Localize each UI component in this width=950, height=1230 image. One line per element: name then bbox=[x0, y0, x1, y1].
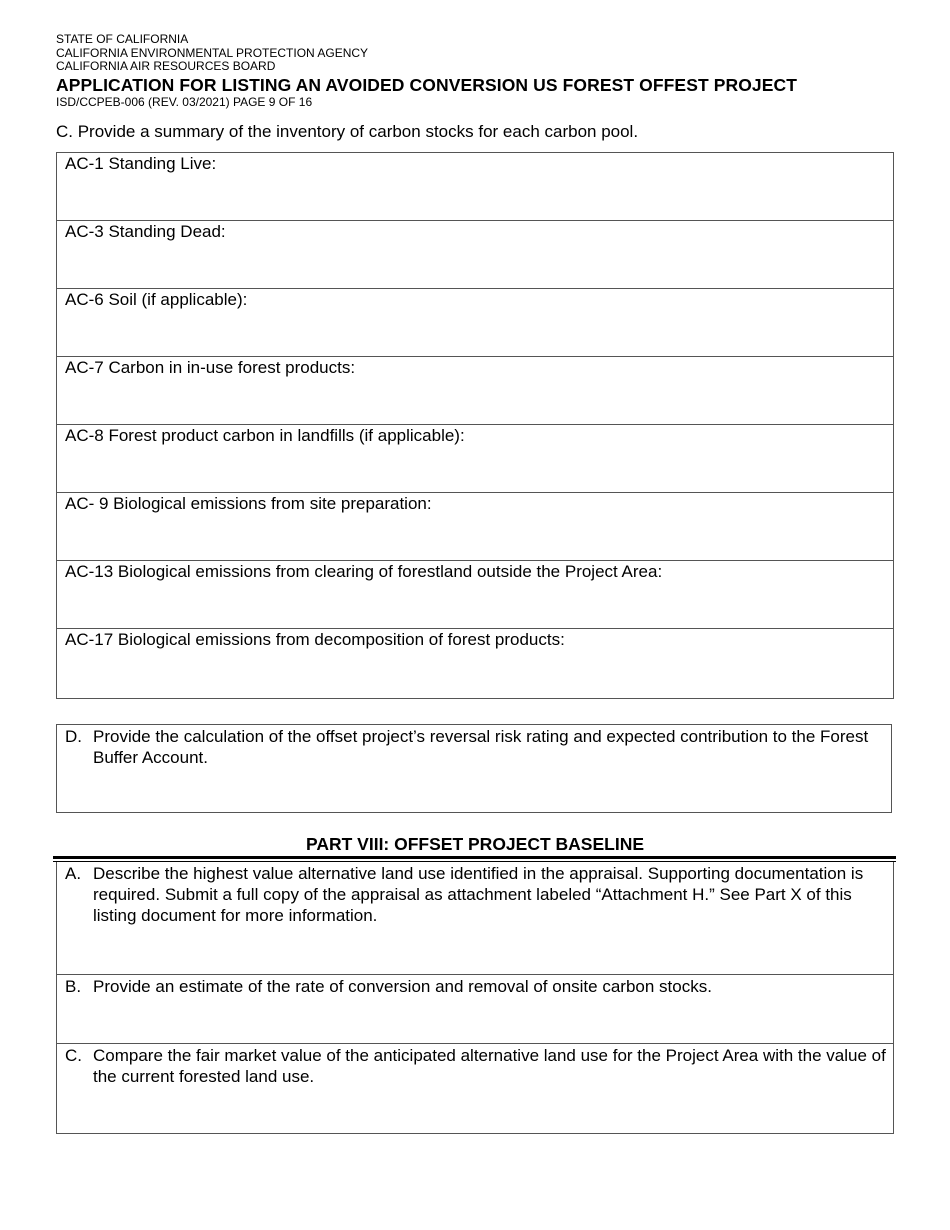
item-letter: D. bbox=[65, 727, 82, 746]
pool-row-ac13[interactable] bbox=[57, 561, 893, 629]
item-text: Compare the fair market value of the anticipated alternative land use for the Project Area with the value of the current forested land use. bbox=[93, 1046, 886, 1086]
board-line: CALIFORNIA AIR RESOURCES BOARD bbox=[56, 59, 276, 73]
section-d-box[interactable] bbox=[56, 724, 892, 813]
pool-label: AC-7 Carbon in in-use forest products: bbox=[65, 358, 356, 377]
section-c-instruction: C. Provide a summary of the inventory of carbon stocks for each carbon pool. bbox=[56, 122, 639, 141]
pool-label: AC-1 Standing Live: bbox=[65, 154, 217, 173]
item-letter: B. bbox=[65, 977, 82, 996]
form-id: ISD/CCPEB-006 (REV. 03/2021) PAGE 9 OF 16 bbox=[56, 94, 313, 109]
title-rule bbox=[53, 856, 896, 859]
pool-row-ac6[interactable] bbox=[57, 289, 893, 357]
item-letter: C. bbox=[65, 1046, 82, 1065]
pool-row-ac1[interactable] bbox=[57, 153, 893, 221]
baseline-item-a[interactable] bbox=[57, 862, 893, 975]
item-letter: A. bbox=[65, 864, 82, 883]
pool-label: AC-17 Biological emissions from decomposition of forest products: bbox=[65, 630, 565, 649]
part-viii-title: PART VIII: OFFSET PROJECT BASELINE bbox=[305, 834, 645, 854]
carbon-pool-table bbox=[56, 152, 894, 699]
pool-row-ac17[interactable] bbox=[57, 629, 893, 698]
form-header bbox=[56, 33, 896, 109]
state-line: STATE OF CALIFORNIA bbox=[56, 32, 189, 46]
pool-label: AC-8 Forest product carbon in landfills (if applicable): bbox=[65, 426, 465, 445]
pool-row-ac9[interactable] bbox=[57, 493, 893, 561]
pool-row-ac7[interactable] bbox=[57, 357, 893, 425]
baseline-item-c[interactable] bbox=[57, 1044, 893, 1133]
pool-label: AC-13 Biological emissions from clearing of forestland outside the Project Area: bbox=[65, 562, 663, 581]
section-d-text: Provide the calculation of the offset project’s reversal risk rating and expected contribution to the Forest Buffer Account. bbox=[93, 727, 869, 767]
baseline-item-b[interactable] bbox=[57, 975, 893, 1044]
pool-label: AC-3 Standing Dead: bbox=[65, 222, 226, 241]
pool-label: AC-6 Soil (if applicable): bbox=[65, 290, 248, 309]
pool-row-ac3[interactable] bbox=[57, 221, 893, 289]
baseline-table bbox=[56, 862, 894, 1134]
pool-row-ac8[interactable] bbox=[57, 425, 893, 493]
item-text: Provide an estimate of the rate of conversion and removal of onsite carbon stocks. bbox=[93, 977, 712, 996]
form-title: APPLICATION FOR LISTING AN AVOIDED CONVERSION US FOREST OFFEST PROJECT bbox=[56, 74, 798, 95]
item-text: Describe the highest value alternative land use identified in the appraisal. Supporting documentation is required. Submit a full copy of the appraisal as attachment labeled “Attachment H.” See Part X of this listing document for more information. bbox=[93, 864, 864, 925]
agency-line: CALIFORNIA ENVIRONMENTAL PROTECTION AGENCY bbox=[56, 45, 369, 60]
pool-label: AC- 9 Biological emissions from site preparation: bbox=[65, 494, 432, 513]
